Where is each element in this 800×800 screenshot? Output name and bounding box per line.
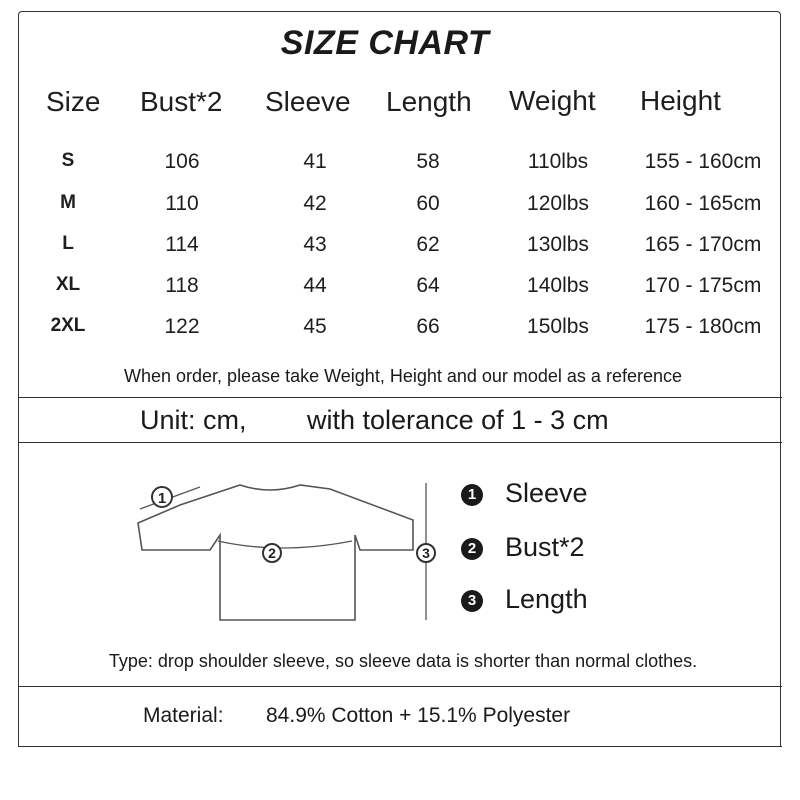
cell-height: 155 - 160cm [644, 150, 762, 173]
svg-text:1: 1 [157, 490, 167, 507]
legend-length [461, 584, 588, 615]
marker-1-icon: 1 [461, 484, 483, 506]
cell-bust: 114 [165, 233, 199, 256]
unit-label: Unit: cm, [140, 405, 247, 435]
cell-bust: 106 [164, 150, 200, 173]
header-sleeve: Sleeve [265, 86, 351, 117]
page-title: SIZE CHART [280, 24, 490, 62]
marker-2-icon: 2 [461, 538, 483, 560]
garment-diagram [130, 475, 440, 625]
cell-weight: 140lbs [527, 274, 589, 297]
cell-size: L [62, 233, 74, 254]
cell-length: 64 [416, 274, 440, 297]
cell-weight: 110lbs [527, 150, 589, 173]
cell-bust: 122 [164, 315, 200, 338]
cell-sleeve: 45 [303, 315, 327, 338]
divider [18, 686, 782, 687]
legend-bust [461, 532, 585, 563]
cell-size: XL [55, 274, 81, 295]
legend-label: Bust*2 [505, 532, 585, 562]
divider [18, 746, 782, 747]
cell-length: 66 [416, 315, 440, 338]
header-height: Height [640, 85, 721, 116]
cell-sleeve: 41 [303, 150, 327, 173]
cell-bust: 118 [165, 274, 199, 297]
cell-weight: 150lbs [527, 315, 589, 338]
cell-size: S [61, 150, 75, 171]
tolerance-text: with tolerance of 1 - 3 cm [307, 405, 609, 435]
cell-length: 62 [416, 233, 440, 256]
header-length: Length [386, 86, 472, 117]
marker-2 [263, 544, 281, 562]
divider [18, 397, 782, 398]
cell-size: M [60, 192, 76, 213]
cell-sleeve: 42 [303, 192, 327, 215]
cell-bust: 110 [165, 192, 199, 215]
cell-height: 175 - 180cm [644, 315, 762, 338]
cell-height: 165 - 170cm [644, 233, 762, 256]
marker-1 [152, 487, 172, 507]
cell-weight: 120lbs [527, 192, 589, 215]
marker-3-icon: 3 [461, 590, 483, 612]
cell-sleeve: 43 [303, 233, 327, 256]
legend-label: Sleeve [505, 478, 588, 508]
type-note: Type: drop shoulder sleeve, so sleeve data is shorter than normal clothes. [108, 651, 698, 671]
cell-sleeve: 44 [303, 274, 327, 297]
header-weight: Weight [509, 85, 596, 116]
header-size: Size [46, 86, 101, 117]
divider [18, 442, 782, 443]
cell-size: 2XL [50, 315, 86, 336]
marker-3 [417, 544, 435, 562]
cell-height: 170 - 175cm [644, 274, 762, 297]
header-bust: Bust*2 [140, 86, 223, 117]
material-value: 84.9% Cotton + 15.1% Polyester [266, 704, 571, 727]
legend-sleeve [461, 478, 588, 509]
cell-length: 60 [416, 192, 440, 215]
cell-weight: 130lbs [527, 233, 589, 256]
cell-height: 160 - 165cm [644, 192, 762, 215]
bust-measure-line [218, 541, 352, 548]
order-note: When order, please take Weight, Height and our model as a reference [124, 366, 682, 386]
cell-length: 58 [416, 150, 440, 173]
svg-text:3: 3 [422, 545, 430, 561]
svg-text:2: 2 [268, 545, 276, 561]
legend-label: Length [505, 584, 588, 614]
material-label: Material: [143, 704, 224, 727]
